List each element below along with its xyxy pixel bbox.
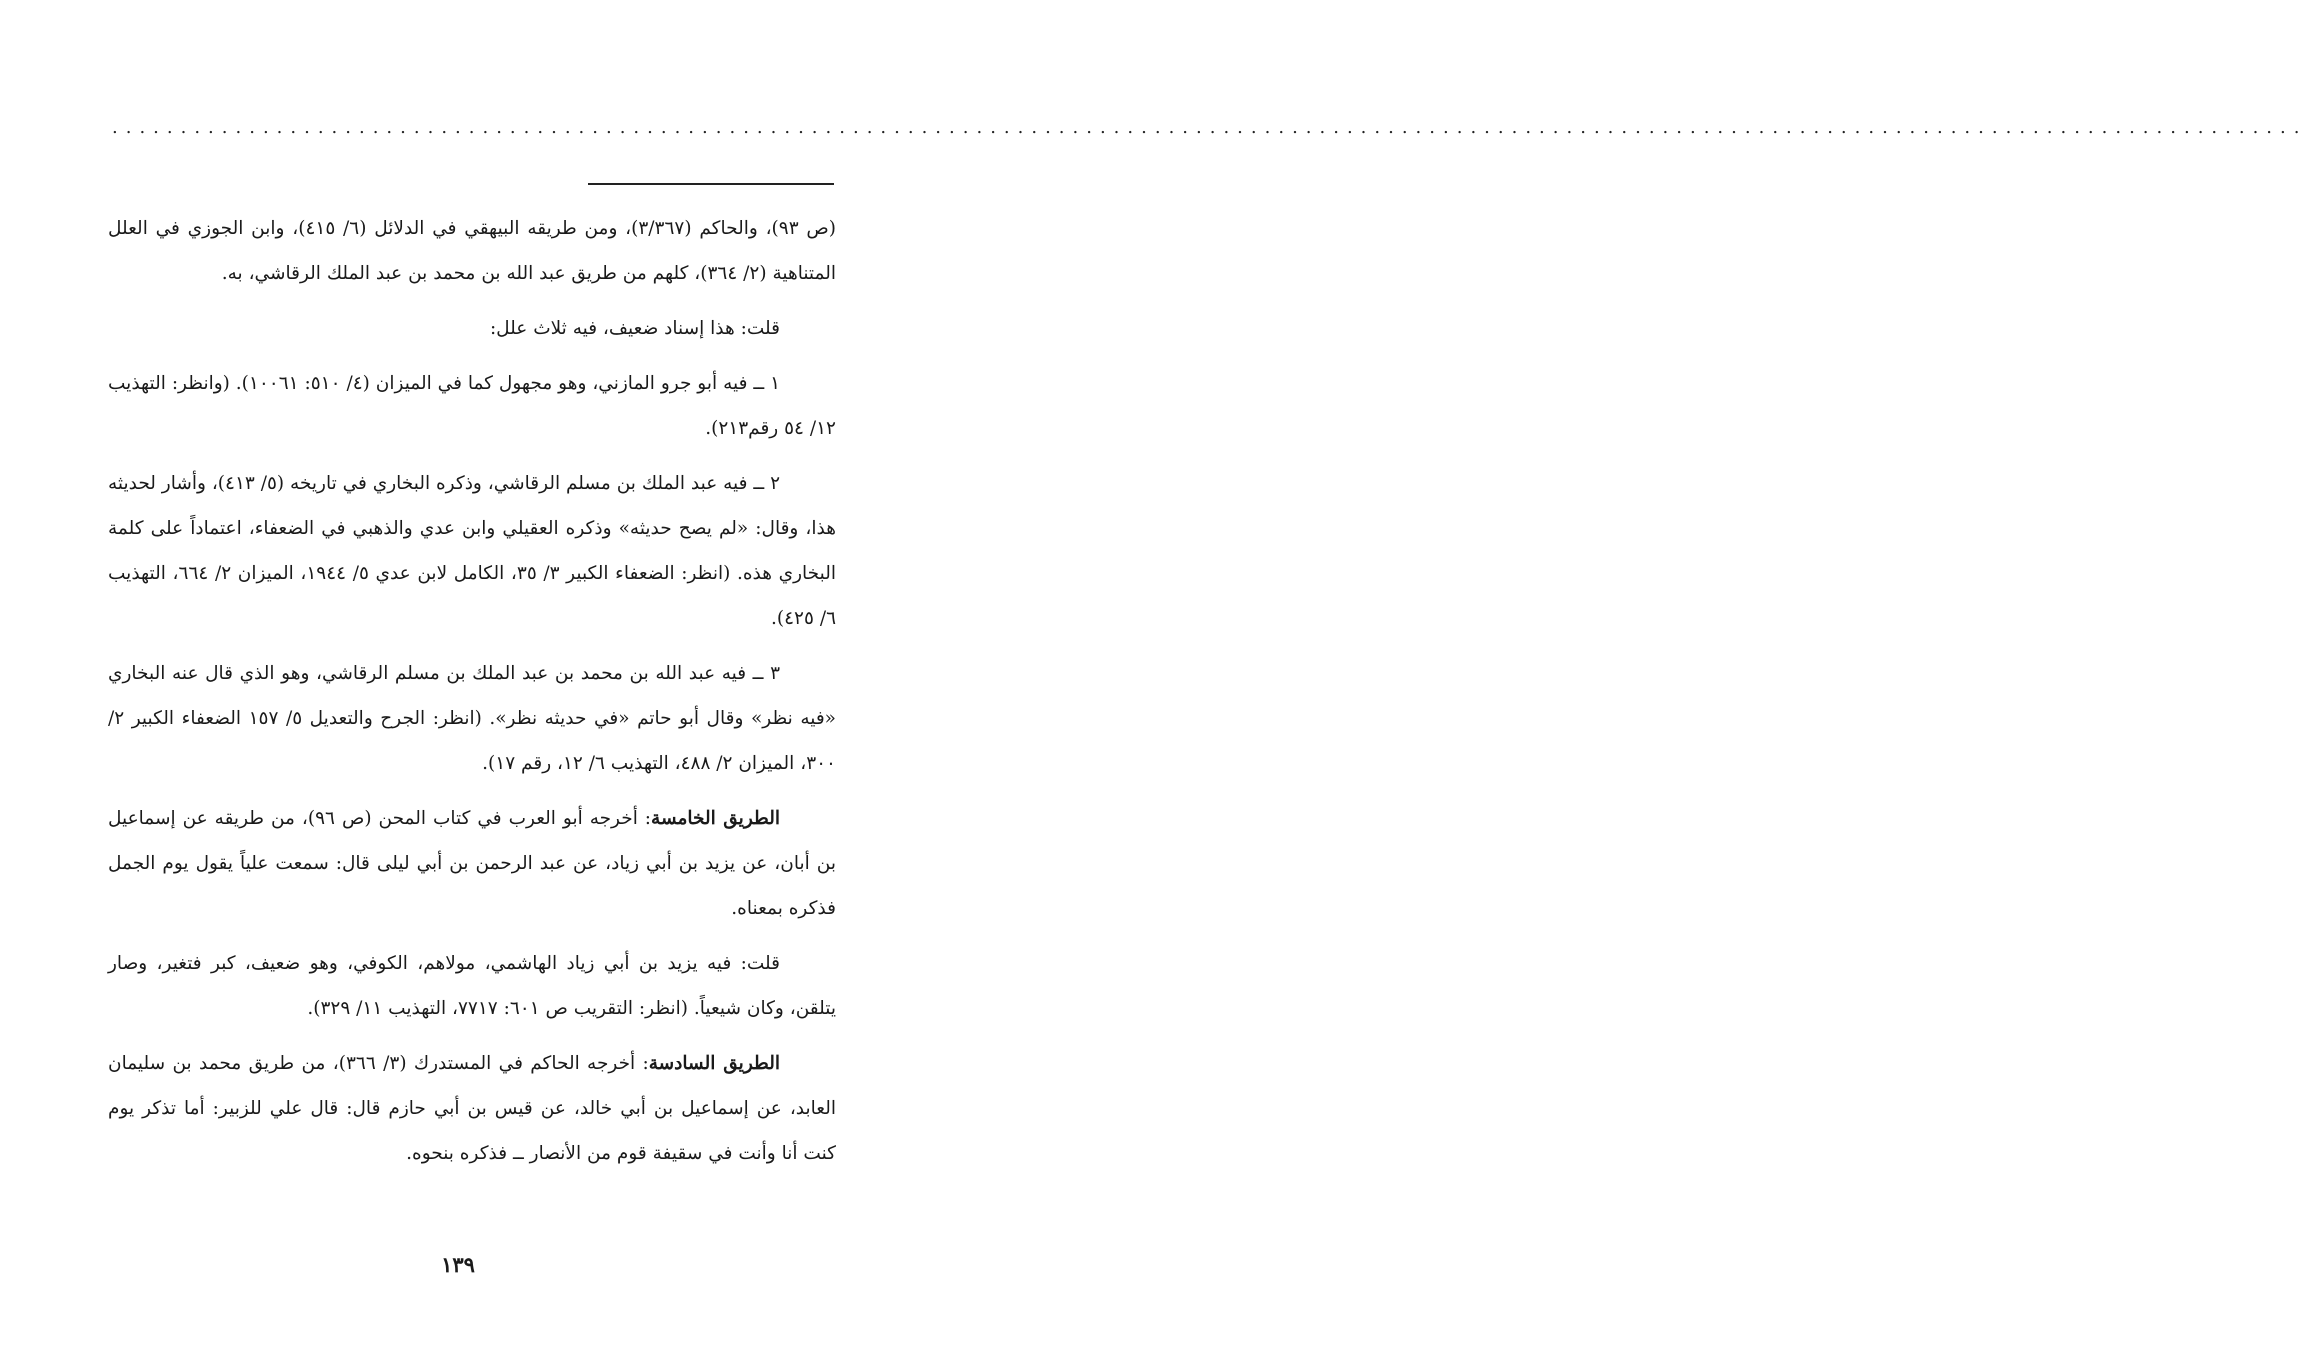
sixth-route-label: الطريق السادسة bbox=[648, 1053, 780, 1074]
paragraph-defect-1: ١ ــ فيه أبو جرو المازني، وهو مجهول كما في الميزان (٤/ ٥١٠: ١٠٠٦١). (وانظر: التهذيب ١٢/ ٥٤ رقم٢١٣). bbox=[108, 373, 836, 439]
paragraph-fifth-route-verdict: قلت: فيه يزيد بن أبي زياد الهاشمي، مولاهم، الكوفي، وهو ضعيف، كبر فتغير، وصار يتلقن، وكان شيعياً. (انظر: التقريب ص ٦٠١: ٧٧١٧، التهذيب ١١/ ٣٢٩). bbox=[108, 953, 836, 1019]
paragraph-sixth-route bbox=[108, 1041, 836, 1176]
paragraph-sources: (ص ٩٣)، والحاكم (٣/٣٦٧)، ومن طريقه البيهقي في الدلائل (٦/ ٤١٥)، وابن الجوزي في العلل المتناهية (٢/ ٣٦٤)، كلهم من طريق عبد الله بن محمد بن عبد الملك الرقاشي، به. bbox=[108, 218, 837, 284]
fifth-route-text: : أخرجه أبو العرب في كتاب المحن (ص ٩٦)، من طريقه عن إسماعيل بن أبان، عن يزيد بن أبي زياد، عن عبد الرحمن بن أبي ليلى قال: سمعت علياً يقول يوم الجمل فذكره بمعناه. bbox=[108, 808, 836, 919]
fifth-route-label: الطريق الخامسة bbox=[651, 808, 780, 829]
sixth-route-text: : أخرجه الحاكم في المستدرك (٣/ ٣٦٦)، من طريق محمد بن سليمان العابد، عن إسماعيل بن أبي خالد، عن قيس بن أبي حازم قال: قال علي للزبير: أما تذكر يوم كنت أنا وأنت في سقيفة قوم من الأنصار ــ فذكره بنحوه. bbox=[108, 1053, 836, 1164]
footnote-body bbox=[108, 206, 836, 1176]
paragraph-defect-3: ٣ ــ فيه عبد الله بن محمد بن عبد الملك بن مسلم الرقاشي، وهو الذي قال عنه البخاري «فيه نظر» وقال أبو حاتم «في حديثه نظر». (انظر: الجرح والتعديل ٥/ ١٥٧ الضعفاء الكبير ٢/ ٣٠٠، الميزان ٢/ ٤٨٨، التهذيب ٦/ ١٢، رقم ١٧). bbox=[108, 663, 836, 774]
page-number: ١٣٩ bbox=[441, 1252, 475, 1277]
paragraph-fifth-route bbox=[108, 796, 836, 931]
footnote-rule bbox=[588, 183, 834, 185]
paragraph-defect-2: ٢ ــ فيه عبد الملك بن مسلم الرقاشي، وذكره البخاري في تاريخه (٥/ ٤١٣)، وأشار لحديثه هذا، وقال: «لم يصح حديثه» وذكره العقيلي وابن عدي والذهبي في الضعفاء، اعتماداً على كلمة البخاري هذه. (انظر: الضعفاء الكبير ٣/ ٣٥، الكامل لابن عدي ٥/ ١٩٤٤، الميزان ٢/ ٦٦٤، التهذيب ٦/ ٤٢٥). bbox=[107, 473, 836, 629]
dotted-separator: ................................................................................................................................................................ bbox=[112, 117, 2307, 138]
paragraph-verdict: قلت: هذا إسناد ضعيف، فيه ثلاث علل: bbox=[489, 318, 780, 339]
